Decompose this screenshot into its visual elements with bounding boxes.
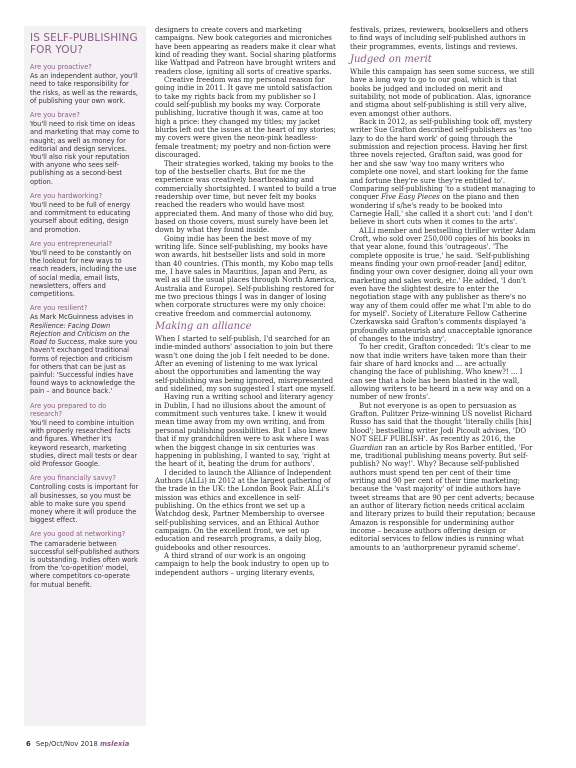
article-column-1 [155, 26, 337, 577]
paragraph: designers to create covers and marketing campaigns. New book categories and microniches have been appearing as readers make it clear what kind of reading they want. Social sharing platforms like Wattpad and Patreon have brought writers and readers close, igniting all sorts of creative sparks. [155, 26, 337, 76]
sidebar-item [30, 402, 140, 469]
sidebar-item [30, 111, 140, 186]
sidebar-answer: You'll need to risk time on ideas and marketing that may come to naught; as well as money for editorial and design services. You'll also risk your reputation with anyone who sees self-publishing as a second-best option. [30, 120, 139, 186]
sidebar-question: Are you hardworking? [30, 191, 103, 200]
sidebar-question: Are you resilient? [30, 304, 88, 313]
sidebar-item [30, 240, 140, 298]
paragraph: ALLi member and bestselling thriller writer Adam Croft, who sold over 250,000 copies of his books in that year alone, found this 'outrageous'. 'The complete opposite is true,' he said. 'Self-publishing means finding your own proof-reader [and] editor, finding your own cover designer, doing all your own marketing and sales work, etc.' He added, 'I don't even have the slightest desire to enter the negotiation stage with any publisher as there's no way any of them could offer me what I'm able to do for myself'. Society of Literature Fellow Catherine Czerkawska said Grafton's comments displayed 'a profoundly amateurish and unacceptable ignorance of changes to the industry'. [350, 226, 536, 344]
paragraph-text: But not everyone is as open to persuasion as Grafton. Pulitzer Prize-winning US novelist Richard Russo has said that the thought 'literally chills [his] blood'; bestselling writer Jodi Picoult advises, 'DO NOT SELF PUBLISH'. As recently as 2016, the [350, 401, 532, 444]
page-number: 6 [26, 740, 31, 748]
paragraph-text: on the piano and then wondering if s/he's ready to be booked into Carnegie Hall,' she called it a short cut: 'and I don't believe in short cuts when it comes to the arts'. [350, 193, 533, 227]
sidebar-item [30, 63, 140, 105]
paragraph [350, 118, 536, 226]
paragraph-text: ran an article by Ros Barber entitled, 'For me, traditional publishing means poverty. But self-publish? No way!'. Why? Because self-published authors must spend ten per cent of their time writing and 90 per cent of their time marketing; because the 'vast majority' of indie authors have tweet streams that are 90 per cent adverts; because an author of literary fiction needs critical acclaim and literary prizes to build their reputation; because Amazon is responsible for undermining author income – because authors offering design or editorial services to fellow indies is running what amounts to an 'authorpreneur pyramid scheme'. [350, 443, 536, 552]
paragraph: festivals, prizes, reviewers, booksellers and others to find ways of including self-published authors in their programmes, events, listings and reviews. [350, 26, 529, 51]
subheading: Making an alliance [155, 321, 252, 333]
paragraph: Going indie has been the best move of my writing life. Since self-publishing, my books have won awards, hit bestseller lists and sold in more than 40 countries. (This month, my Kobo map tells me, I have sales in Mauritius, Japan and Peru, as well as all the usual places through North America, Australia and Europe). Self-publishing restored for me two precious things I was in danger of losing when corporate structures were my only choice: creative freedom and commercial autonomy. [155, 234, 337, 318]
paragraph: To her credit, Grafton conceded: 'It's clear to me now that indie writers have taken more than their fair share of hard knocks and ... are actually changing the face of publishing. Who knew?! ... I can see that a hole has been blasted in the wall, allowing writers to be heard in a new way and on a number of new fronts'. [350, 343, 531, 402]
magazine-logo: mslexia [99, 740, 130, 748]
work-title: Five Easy Pieces [381, 193, 440, 202]
sidebar-item [30, 304, 140, 395]
answer-text: , make sure you haven't exchanged traditional forms of rejection and criticism for others that can be just as painful: 'Successful indies have found ways to acknowledge the pain – and bounce back.' [30, 338, 138, 396]
sidebar-answer: You'll need to be full of energy and commitment to educating yourself about editing, design and promotion. [30, 201, 131, 234]
sidebar-question: Are you brave? [30, 111, 80, 120]
sidebar-answer: The camaraderie between successful self-published authors is outstanding. Indies often work from the 'co-opetition' model, where competitors co-operate for mutual benefit. [30, 539, 140, 589]
sidebar-answer [30, 313, 140, 395]
sidebar-item [30, 192, 140, 234]
paragraph: Their strategies worked, taking my books to the top of the bestseller charts. But for me the experience was creatively heartbreaking and commercially shortsighted. I wanted to build a true readership over time, but never felt my books reached the readers who would have most appreciated them. And many of those who did buy, based on those covers, must surely have been let down by what they found inside. [155, 159, 337, 235]
issue-date: Sep/Oct/Nov 2018 [35, 740, 98, 748]
publication-name: Guardian [350, 443, 383, 452]
sidebar-question: Are you financially savvy? [30, 474, 116, 483]
paragraph: Having run a writing school and literary agency in Dublin, I had no illusions about the amount of commitment such ventures take. I knew it would mean time away from my own writing, and from personal publishing possibilities. But I also knew that if my grandchildren were to ask where I was when the biggest change in six centuries was happening in publishing, I wanted to say, 'right at the heart of it, beating the drum for authors'. [155, 393, 333, 469]
sidebar-title: IS SELF-PUBLISHING FOR YOU? [30, 32, 138, 56]
sidebar-answer: You'll need to be constantly on the lookout for new ways to reach readers, including the use of social media, email lists, newsletters, offers and competitions. [30, 249, 137, 299]
page-footer [26, 740, 129, 748]
book-title: Resilience: Facing Down Rejection and Criticism on the Road to Success [30, 321, 130, 347]
paragraph: A third strand of our work is an ongoing campaign to help the book industry to open up to independent authors – urging literary events, [155, 551, 329, 577]
answer-text: As Mark McGuinness advises in [30, 313, 134, 322]
sidebar-question: Are you prepared to do research? [30, 401, 107, 418]
paragraph: I decided to launch the Alliance of Independent Authors (ALLi) in 2012 at the largest gathering of the trade in the UK: the London Book Fair. ALLi's mission was ethics and excellence in self-publishing. On the ethics front we set up a Watchdog desk, Partner Membership to oversee self-publishing services, and an Ethical Author campaign. On the excellent front, we set up education and research programs, a daily blog, guidebooks and other resources. [155, 468, 332, 552]
sidebar-question: Are you good at networking? [30, 530, 126, 539]
sidebar-item [30, 530, 140, 588]
paragraph-text: Back in 2012, as self-publishing took off, mystery writer Sue Grafton described self-publishers as 'too lazy to do the hard work' of going through the submission and rejection process. Having her first three novels rejected, Grafton said, was good for her and she saw 'way too many writers who complete one novel, and start looking for the fame and fortune they're sure they're entitled to'. Comparing self-publishing 'to a student managing to conquer [350, 118, 536, 202]
sidebar-question: Are you proactive? [30, 63, 92, 71]
sidebar-box [24, 26, 146, 726]
subheading: Judged on merit [350, 54, 432, 66]
sidebar-answer: As an independent author, you'll need to take responsibility for the risks, as well as the rewards, of publishing your own work. [30, 72, 138, 105]
paragraph: When I started to self-publish, I'd searched for an indie-minded authors' association to join but there wasn't one doing the job I felt needed to be done. After an evening of listening to me wax lyrical about the opportunities and lamenting the way self-publishing was being ignored, misrepresented and sidelined, my son suggested I start one myself. [155, 335, 336, 394]
paragraph [350, 402, 536, 552]
sidebar-question: Are you entrepreneurial? [30, 239, 113, 248]
article-column-2 [350, 26, 536, 552]
sidebar-item [30, 474, 140, 524]
sidebar-answer: Controlling costs is important for all businesses, so you must be able to make sure you spend money where it will produce the biggest effect. [30, 483, 139, 525]
paragraph: While this campaign has seen some success, we still have a long way to go to our goal, which is that books be judged and included on merit and suitability, not mode of publication. Alas, ignorance and stigma about self-publishing is still very alive, even amongst other authors. [350, 68, 535, 118]
sidebar-answer: You'll need to combine intuition with properly researched facts and figures. Whether it's keyword research, marketing studies, direct mail tests or dear old Professor Google. [30, 418, 138, 468]
paragraph: Creative freedom was my personal reason for going indie in 2011. It gave me untold satisfaction to take my rights back from my publisher so I could self-publish my books my way. Corporate publishing, lucrative though it was, came at too high a price: they changed my titles; my jacket blurbs left out the issues at the heart of my stories; my covers were given the neon-pink headless-female treatment; my poetry and non-fiction were discouraged. [155, 76, 336, 160]
